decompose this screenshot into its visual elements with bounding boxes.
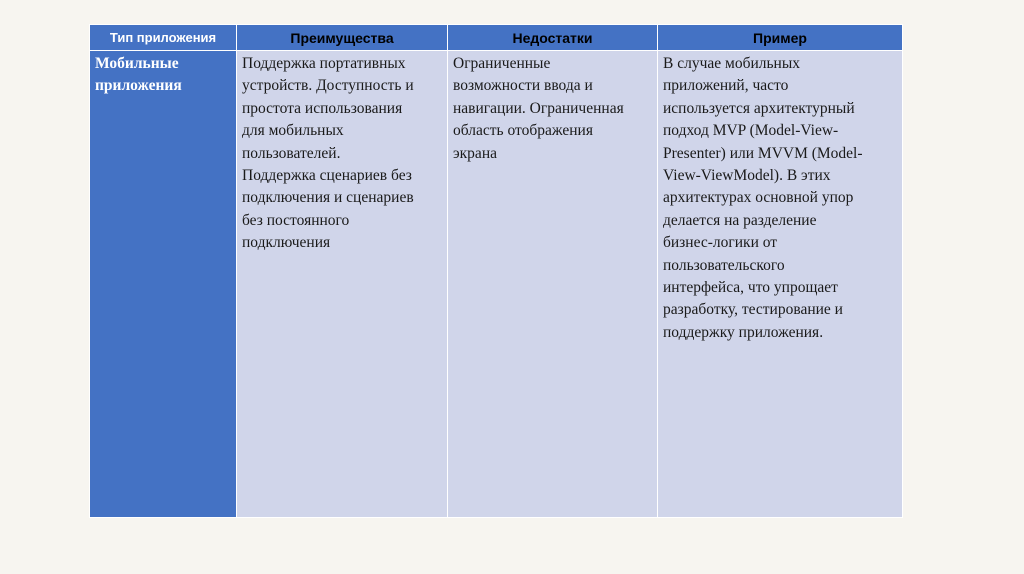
table-header-row xyxy=(90,25,903,51)
header-advantages: Преимущества xyxy=(237,25,448,51)
comparison-table xyxy=(89,24,903,518)
cell-example: В случае мобильных приложений, часто используется архитектурный подход MVP (Model-View- Presenter) или MVVM (Model- View-ViewModel). В этих архитектурах основной упор делается на разделение бизнес-логики от пользовательского интерфейса, что упрощает разработку, тестирование и поддержку приложения. xyxy=(658,51,903,518)
header-disadvantages: Недостатки xyxy=(448,25,658,51)
cell-disadvantages: Ограниченные возможности ввода и навигации. Ограниченная область отображения экрана xyxy=(448,51,658,518)
header-type: Тип приложения xyxy=(90,25,237,51)
header-example: Пример xyxy=(658,25,903,51)
cell-advantages: Поддержка портативных устройств. Доступность и простота использования для мобильных пользователей. Поддержка сценариев без подключения и сценариев без постоянного подключения xyxy=(237,51,448,518)
table-row xyxy=(90,51,903,518)
cell-type: Мобильные приложения xyxy=(90,51,237,518)
